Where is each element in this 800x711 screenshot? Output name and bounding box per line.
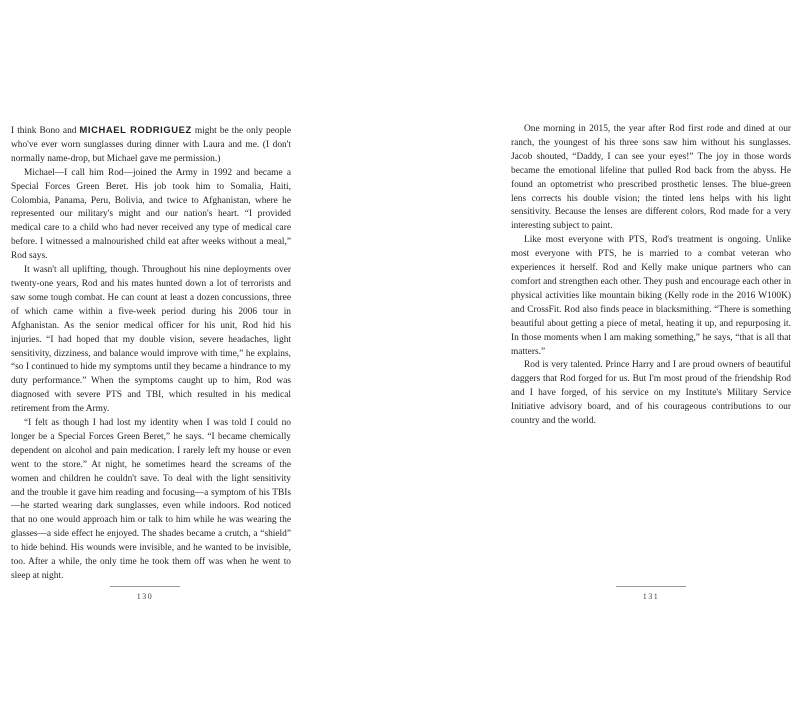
right-paragraph-3: Rod is very talented. Prince Harry and I are proud owners of beautiful daggers that Rod forged for us. But I'm most proud of the friendship Rod and I have forged, of his service on my Institute's Military Service Initiative advisory board, and of his courageous contributions to our country and the world. [511,360,791,427]
paragraph-1-intro: I think Bono and [11,126,80,136]
left-paragraph-4: “I felt as though I had lost my identity when I was told I could no longer be a Special Forces Green Beret,” he says. “I became chemically dependent on alcohol and pain medication. I rarely left my house or even went to the store.” At night, he sometimes heard the screams of the women and children he couldn't save. To deal with the light sensitivity and the trouble it gave him reading and focusing—a symptom of his TBIs—he started wearing dark sunglasses, even while indoors. Rod noticed that no one would approach him or talk to him while he was wearing the glasses—a side effect he enjoyed. The shades became a crutch, a “shield” to hide behind. His wounds were invisible, and he wanted to be invisible, too. After a while, the only time he took them off was when he went to sleep at night. [11,418,291,581]
left-paragraph-1 [11,123,291,167]
left-paragraph-2: Michael—I call him Rod—joined the Army in 1992 and became a Special Forces Green Beret. His job took him to Somalia, Haiti, Colombia, Panama, Peru, Bolivia, and twice to Afghanistan, where he represented our military's might and our nation's heart. “I provided medical care to a child who had never received any type of medical care before. I witnessed a malnourished child eat after weeks without a meal,” Rod says. [11,167,291,262]
right-folio-rule [616,586,686,587]
subject-name: MICHAEL RODRIGUEZ [79,124,192,135]
right-paragraph-2: Like most everyone with PTS, Rod's treatment is ongoing. Unlike most everyone with PTS, he is married to a combat veteran who experiences it herself. Rod and Kelly make unique partners who can comfort and strengthen each other. They push and encourage each other in physical activities like mountain biking (Kelly rode in the 2016 W100K) and CrossFit. Rod also finds peace in blacksmithing. “There is something beautiful about getting a piece of metal, heating it up, and repurposing it. In those moments when I am making something,” he says, “that is all that matters.” [511,235,791,357]
left-page-number: 130 [136,592,154,601]
left-folio [110,586,180,601]
right-folio [616,586,686,601]
right-page [400,0,800,711]
right-page-number: 131 [642,592,660,601]
left-page-text [11,123,291,584]
left-folio-rule [110,586,180,587]
left-paragraph-3: It wasn't all uplifting, though. Throughout his nine deployments over twenty-one years, Rod and his mates hunted down a lot of terrorists and saw some tough combat. He can count at least a dozen concussions, three of which came within a five-week period during his 2006 tour in Afghanistan. As the senior medical officer for his unit, Rod hid his injuries. “I had hoped that my double vision, severe headaches, light sensitivity, dizziness, and balance would improve with time,” he explains, “so I continued to hide my symptoms until they became a hindrance to my duty performance.” When the symptoms caught up to him, Rod was diagnosed with severe PTS and TBI, which resulted in his medical retirement from the Army. [11,265,291,415]
paragraph-1-rest: might be the only people who've ever worn sunglasses during dinner with Laura and me. (I don't normally name-drop, but Michael gave me permission.) [11,126,291,164]
right-paragraph-1: One morning in 2015, the year after Rod first rode and dined at our ranch, the youngest of his three sons saw him without his sunglasses. Jacob shouted, “Daddy, I can see your eyes!” The joy in those words became the emotional lifeline that pulled Rod back from the abyss. He found an optometrist who prescribed prosthetic lenses. The blue-green lens corrects his double vision; the tinted lens helps with his light sensitivity. Because the lenses are different colors, Rod made for a very interesting subject to paint. [511,124,791,232]
right-page-text [511,123,791,429]
